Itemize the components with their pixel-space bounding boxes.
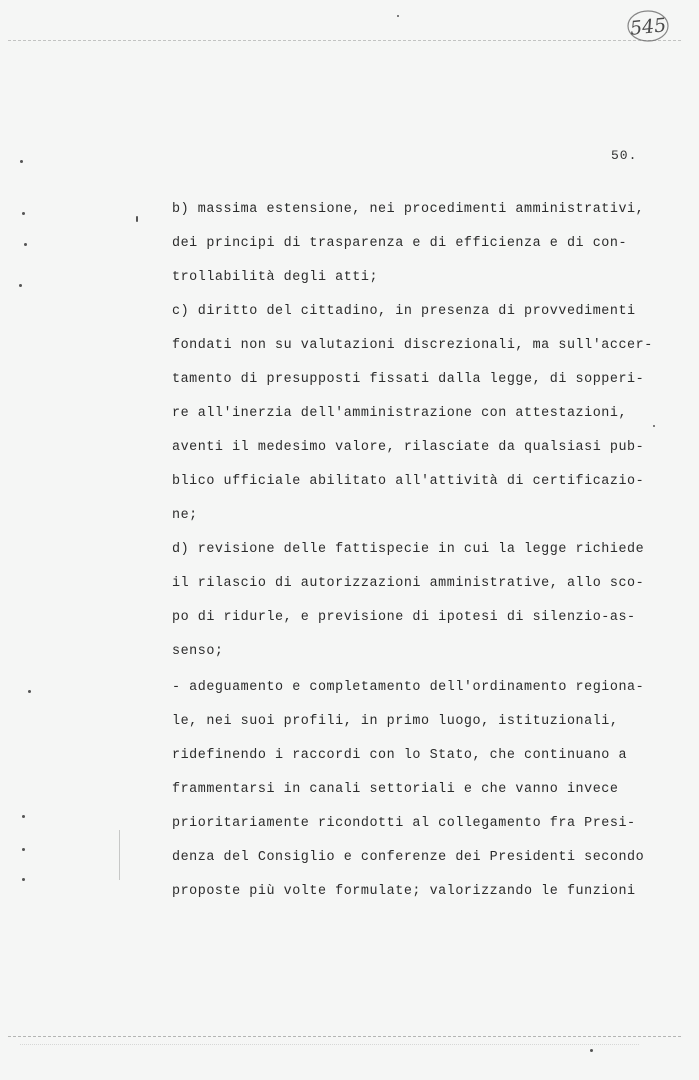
text-line: b) massima estensione, nei procedimenti amministrativi, xyxy=(172,202,645,217)
speckle xyxy=(19,284,22,287)
photocopy-edge-bottom xyxy=(8,1036,681,1037)
text-line: dei principi di trasparenza e di efficienza e di con- xyxy=(172,236,628,251)
speckle xyxy=(653,425,655,427)
text-line: c) diritto del cittadino, in presenza di provvedimenti xyxy=(172,304,636,319)
text-line: blico ufficiale abilitato all'attività di certificazio- xyxy=(172,474,645,489)
speckle xyxy=(397,15,399,17)
text-line: - adeguamento e completamento dell'ordinamento regiona- xyxy=(172,680,645,695)
text-line: prioritariamente ricondotti al collegamento fra Presi- xyxy=(172,816,636,831)
photocopy-edge-top xyxy=(8,40,681,41)
scratch-mark xyxy=(119,830,120,880)
text-line: il rilascio di autorizzazioni amministrative, allo sco- xyxy=(172,576,645,591)
speckle xyxy=(24,243,27,246)
text-line: po di ridurle, e previsione di ipotesi di silenzio-as- xyxy=(172,610,636,625)
speckle xyxy=(136,216,138,222)
text-line: re all'inerzia dell'amministrazione con attestazioni, xyxy=(172,406,628,421)
speckle xyxy=(22,878,25,881)
text-line: ridefinendo i raccordi con lo Stato, che continuano a xyxy=(172,748,628,763)
text-line: ne; xyxy=(172,508,198,523)
speckle xyxy=(22,815,25,818)
page-number: 50. xyxy=(611,148,638,163)
text-line: frammentarsi in canali settoriali e che vanno invece xyxy=(172,782,619,797)
speckle xyxy=(22,848,25,851)
text-line: fondati non su valutazioni discrezionali, ma sull'accer- xyxy=(172,338,653,353)
text-line: aventi il medesimo valore, rilasciate da qualsiasi pub- xyxy=(172,440,645,455)
speckle xyxy=(20,160,23,163)
speckle xyxy=(22,212,25,215)
stamp-number: 545 xyxy=(628,14,668,40)
text-line: trollabilità degli atti; xyxy=(172,270,379,285)
text-line: senso; xyxy=(172,644,224,659)
text-line: proposte più volte formulate; valorizzando le funzioni xyxy=(172,884,636,899)
text-line: d) revisione delle fattispecie in cui la legge richiede xyxy=(172,542,645,557)
handwritten-page-stamp xyxy=(626,8,670,44)
text-line: le, nei suoi profili, in primo luogo, istituzionali, xyxy=(172,714,619,729)
speckle xyxy=(28,690,31,693)
photocopy-edge-bottom-secondary xyxy=(20,1044,639,1045)
text-line: denza del Consiglio e conferenze dei Presidenti secondo xyxy=(172,850,645,865)
speckle xyxy=(590,1049,593,1052)
text-line: tamento di presupposti fissati dalla legge, di sopperi- xyxy=(172,372,645,387)
